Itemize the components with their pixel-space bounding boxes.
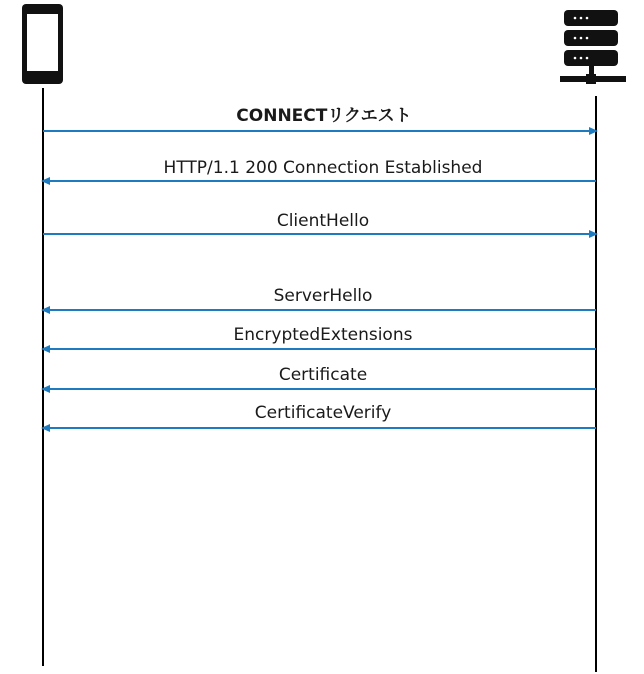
- message-label: EncryptedExtensions: [233, 325, 413, 345]
- message-encrypted-extensions: [41, 325, 596, 353]
- message-label: ClientHello: [276, 211, 370, 231]
- message-certificate: [41, 365, 596, 393]
- smartphone-icon: [22, 4, 63, 84]
- message-certificate-verify: [41, 403, 596, 432]
- message-connect-request: [43, 106, 598, 135]
- message-client-hello: [43, 211, 598, 238]
- message-label: CertificateVerify: [254, 403, 392, 423]
- message-server-hello: [41, 286, 596, 314]
- message-label: Certificate: [278, 365, 368, 385]
- message-connection-established: [41, 158, 596, 185]
- message-label: ServerHello: [273, 286, 373, 306]
- message-label: HTTP/1.1 200 Connection Established: [163, 158, 483, 178]
- message-label: CONNECTリクエスト: [236, 106, 412, 126]
- server-icon: [560, 10, 626, 84]
